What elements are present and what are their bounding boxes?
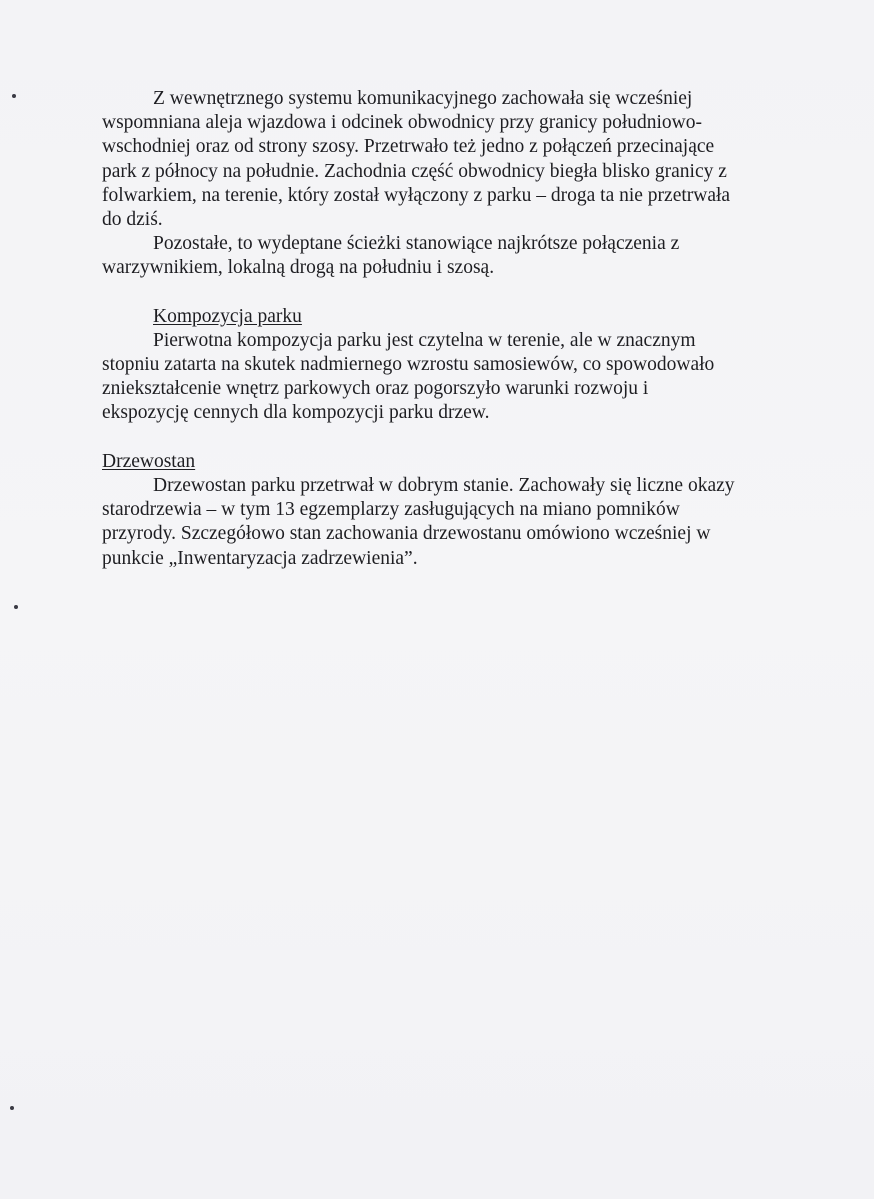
text-line: Pierwotna kompozycja parku jest czytelna w terenie, ale w znacznym — [153, 329, 696, 351]
text-line: folwarkiem, na terenie, który został wyłączony z parku – droga ta nie przetrwała — [102, 184, 731, 206]
text-line: warzywnikiem, lokalną drogą na południu i szosą. — [102, 257, 495, 279]
spacer — [102, 426, 782, 450]
spacer — [102, 281, 782, 305]
section-kompozycja — [102, 305, 782, 426]
text-line: przyrody. Szczegółowo stan zachowania drzewostanu omówiono wcześniej w — [102, 523, 711, 545]
punch-hole-mark-top — [12, 94, 16, 98]
text-line: punkcie „Inwentaryzacja zadrzewienia”. — [102, 547, 418, 569]
text-line: wschodniej oraz od strony szosy. Przetrwało też jedno z połączeń przecinające — [102, 136, 715, 158]
section-drzewostan — [102, 450, 782, 571]
paragraph-road-system — [102, 87, 782, 232]
text-line: Drzewostan parku przetrwał w dobrym stanie. Zachowały się liczne okazy — [153, 475, 735, 496]
section-heading-kompozycja: Kompozycja parku — [153, 305, 302, 327]
text-line: stopniu zatarta na skutek nadmiernego wzrostu samosiewów, co spowodowało — [102, 354, 715, 376]
text-line: starodrzewia – w tym 13 egzemplarzy zasługujących na miano pomników — [102, 499, 680, 521]
text-line: Z wewnętrznego systemu komunikacyjnego zachowała się wcześniej — [153, 88, 693, 109]
text-line: do dziś. — [102, 208, 163, 230]
document-body — [102, 87, 782, 571]
text-line: Pozostałe, to wydeptane ścieżki stanowiące najkrótsze połączenia z — [153, 233, 680, 255]
text-line: park z północy na południe. Zachodnia część obwodnicy biegła blisko granicy z — [102, 160, 727, 182]
paragraph-paths — [102, 232, 782, 280]
text-line: wspomniana aleja wjazdowa i odcinek obwodnicy przy granicy południowo- — [102, 112, 702, 134]
punch-hole-mark-middle — [14, 605, 18, 609]
section-heading-drzewostan: Drzewostan — [102, 450, 196, 472]
text-line: zniekształcenie wnętrz parkowych oraz pogorszyło warunki rozwoju i — [102, 378, 649, 400]
text-line: ekspozycję cennych dla kompozycji parku drzew. — [102, 402, 490, 424]
punch-hole-mark-bottom — [10, 1106, 14, 1110]
